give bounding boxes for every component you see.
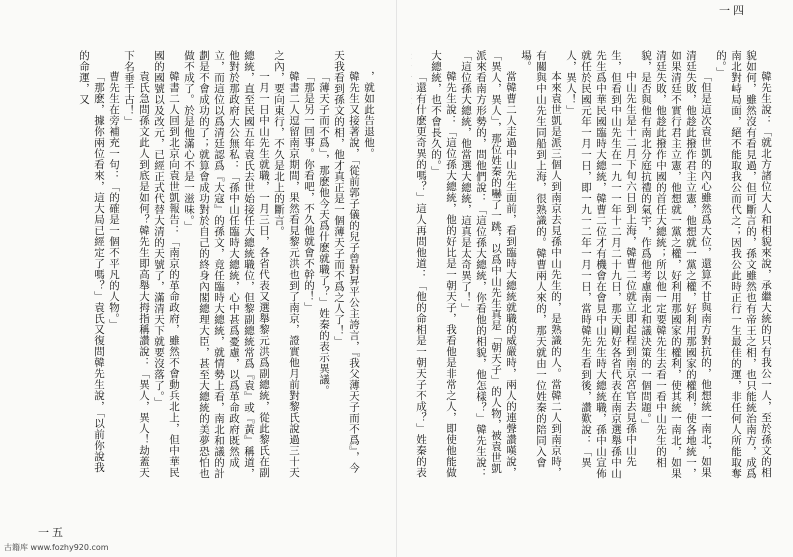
right-paragraph: 韓先生說：「就北方諸位大人和相貌來說，承繼大統的只有我公一人，至於孫文的相貌如何，雖然沒有看見過，但可斷言的，孫文雖然也有帝王之相，也只能統治南方，成爲南北對峙局面，絕不能取我公而代之；因我公此時正行一生最佳的運，非任何人所能取奪的。」 (715, 50, 772, 479)
left-paragraph: 「那是另一回事。你看吧，不久他就會不幹的！」 (303, 71, 315, 313)
right-page (397, 0, 793, 557)
right-page-number: 一四 (719, 4, 747, 17)
right-paragraph: 韓先生說：「這位孫大總統，他的好比是一朝天子，我看他是非常之人，即使他能做大總統，也不會長久的。」 (430, 50, 457, 478)
left-page-number: 一五 (38, 526, 66, 539)
right-paragraph: 當韓曹二人走過中山先生面前，看到臨時大總統就職的威嚴時，兩人的連聲讚嘆說，「異人，異人」，那位姓秦的嚇了一跳，以爲中山先生真是「朝天子」的人物，被袁世凱派來看南方形勢的，問他們說：「這位孫大總統，你看他的相貌，他怎樣？」韓先生說：「這位孫大總統，他當選大總統，這真是太奇異了！」 (460, 50, 517, 479)
left-paragraph: 一月一日中山先生就職，一月三日，各省代表又選舉黎元洪爲副總統，從此黎氏在副總統，直至民國五年袁氏去世始接任大總統職位，但黎副總統常爲『袁』或『黃』稱道，他對於那政府大公無私：「孫中山任臨時大總統，心中甚爲憂慮，以爲革命政府既然成立，而這位以爲清廷認爲『大寇』的孫文，竟任臨時大總統，就情勢上看，南北和議的計劃是不會成功的了；就算會成功對於自己的終身內閣總理大臣，甚至大總統的美夢恐怕也做不成了。於是他滿心不是一滋味。」 (183, 50, 270, 479)
left-paragraph: 韓先生又接著說，「從前郭子儀的兒子曾對昇平公主誇言，『我父薄天子而不爲』，今天我看到孫文的相，他才真正是一個薄天子而不爲之人了！」 (333, 50, 360, 474)
left-paragraph: 「薄天子而不爲」，那麽他今天爲什麽就職了？」姓秦的表示異議。 (318, 71, 330, 396)
left-paragraph: ，就如此告退他。 (363, 71, 375, 159)
left-paragraph: 韓書二人逗留南京期間，果然看見黎元洪也到了南京，證實他月前對黎氏說過三十天之內，要向東行，不久是北上的斷言。 (273, 50, 300, 478)
left-paragraph: 袁氏急問孫文此人到底是如何？韓先生即高舉大拇指稱讚說：「異人，異人！劫蓋天下名垂千古！」 (123, 50, 150, 478)
right-paragraph: 本來袁世凱是派三個人到南京去見孫中山先生的，是熟識的人。當韓二人到南京時，有關與中山先生同船到上海，很熟識的。韓曹兩人來的，那天就由一位姓秦的陪同入會場。 (520, 50, 562, 478)
left-paragraph: 曹先生在旁補充一句：「的確是一個不平凡的人物。」 (108, 71, 120, 330)
left-paragraph: 「那麽，據你兩位看來，這大局已經定了嗎？」袁氏又復問韓先生說，「以前你說我的命運，又 (78, 50, 105, 473)
right-page-text (411, 50, 773, 480)
site-watermark: 古籍库 www.fozhy920.com (4, 543, 109, 552)
right-paragraph: 中山先生是十二月下旬六日到上海，韓曹二位就立即起程到南京宮官去見孫中山先生，但看到中山先生在一九一一年十二月二十九日，那天剛好各省代表在南京選舉孫中山先生爲中華民國臨時大總統，韓曹二位才有機會在會見中山先生時大總統職，孫中山宣佈就任於民國元年一月一日，即一九一二年一月一日，當時韓先生看到後，讚歎說：「異人，異人！」 (565, 50, 637, 479)
left-page-text (18, 50, 376, 480)
right-paragraph: 「還有什麽更奇異的嗎？」這人再問他道：「他的命相是一朝天子不成？」姓秦的表 (415, 71, 427, 478)
left-paragraph: 韓書二人回到北京向袁世凱報告：「南京的革命政府，雖然不會動兵北上，但中華民國的國號以及改元，已經正式代替大清的天號了，滿清天下就要沒落了。」 (153, 50, 180, 478)
left-page (0, 0, 396, 557)
right-paragraph: 「但是這次袁世凱的內心雖然爲大位，還算不甘與南方對抗的，他想統一南北，如果清廷失敗，他趁此撥作君主立憲，他想就一黨之權，好利用那國家的權利，使各地統一，如果清廷不實行君主立憲，他想就一黨之權，好利用那國家的權利，使其統一南北，如果清廷失敗，他趁此撥作中國的首任大總統；所以他一定要韓先生去看一看中山先生的相貌，是否與他有南北分庭抗禮的氣宇，作爲他考慮南北和議決策的一個問題。」 (640, 50, 712, 479)
